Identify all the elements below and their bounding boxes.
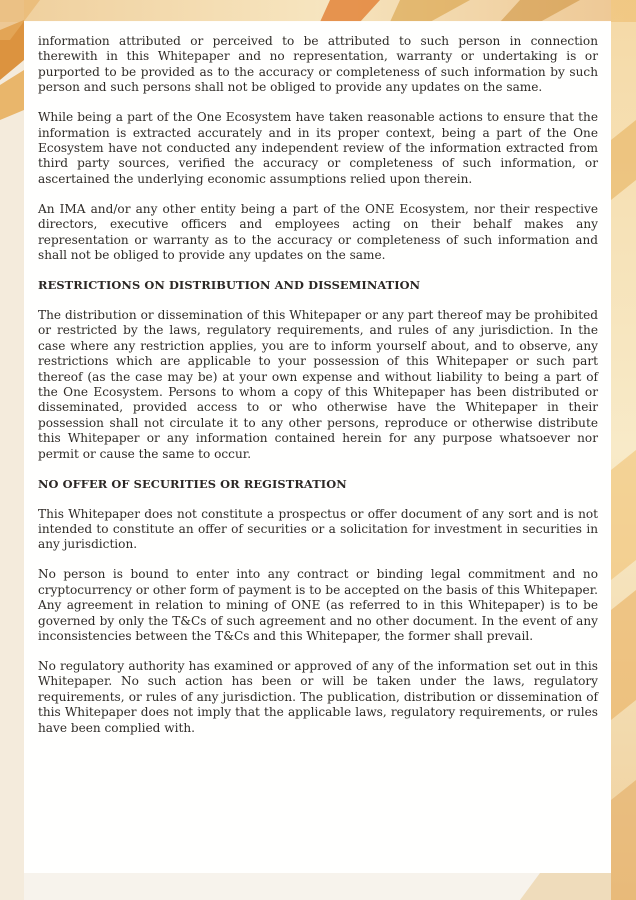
- paragraph: While being a part of the One Ecosystem have taken reasonable actions to ensure that the information is extracted accurately and in its proper context, being a part of the One Ecosystem have not conducted any independent review of the information extracted from third party sources, verified the accuracy or completeness of such information, or ascertained the underlying economic assumptions relied upon therein.: [38, 110, 598, 186]
- paragraph: No person is bound to enter into any contract or binding legal commitment and no cryptocurrency or other form of payment is to be accepted on the basis of this Whitepaper. Any agreement in relation to mining of ONE (as referred to in this Whitepaper) is to be governed by only the T&Cs of such agreement and no other document. In the event of any inconsistencies between the T&Cs and this Whitepaper, the former shall prevail.: [38, 567, 598, 643]
- document-body: [38, 34, 598, 751]
- section-heading-distribution: RESTRICTIONS ON DISTRIBUTION AND DISSEMINATION: [38, 278, 421, 293]
- paragraph: This Whitepaper does not constitute a prospectus or offer document of any sort and is not intended to constitute an offer of securities or a solicitation for investment in securities in any jurisdiction.: [38, 506, 598, 552]
- paragraph: An IMA and/or any other entity being a part of the ONE Ecosystem, nor their respective directors, executive officers and employees acting on their behalf makes any representation or warranty as to the accuracy or completeness of such information and shall not be obliged to provide any updates on the same.: [38, 201, 598, 263]
- paragraph: information attributed or perceived to be attributed to such person in connection therewith in this Whitepaper and no representation, warranty or undertaking is or purported to be provided as to the accuracy or completeness of such information by such person and such persons shall not be obliged to provide any updates on the same.: [38, 34, 598, 95]
- paragraph: No regulatory authority has examined or approved of any of the information set out in this Whitepaper. No such action has been or will be taken under the laws, regulatory requirements, or rules of any jurisdiction. The publication, distribution or dissemination of this Whitepaper does not imply that the applicable laws, regulatory requirements, or rules have been complied with.: [38, 658, 598, 735]
- section-heading-securities: NO OFFER OF SECURITIES OR REGISTRATION: [38, 476, 347, 491]
- paragraph: The distribution or dissemination of this Whitepaper or any part thereof may be prohibited or restricted by the laws, regulatory requirements, and rules of any jurisdiction. In the case where any restriction applies, you are to inform yourself about, and to observe, any restrictions which are applicable to your possession of this Whitepaper or such part thereof (as the case may be) at your own expense and without liability to being a part of the One Ecosystem. Persons to whom a copy of this Whitepaper has been distributed or disseminated, provided access to or who otherwise have the Whitepaper in their possession shall not circulate it to any other persons, reproduce or otherwise distribute this Whitepaper or any information contained herein for any purpose whatsoever nor permit or cause the same to occur.: [38, 307, 598, 461]
